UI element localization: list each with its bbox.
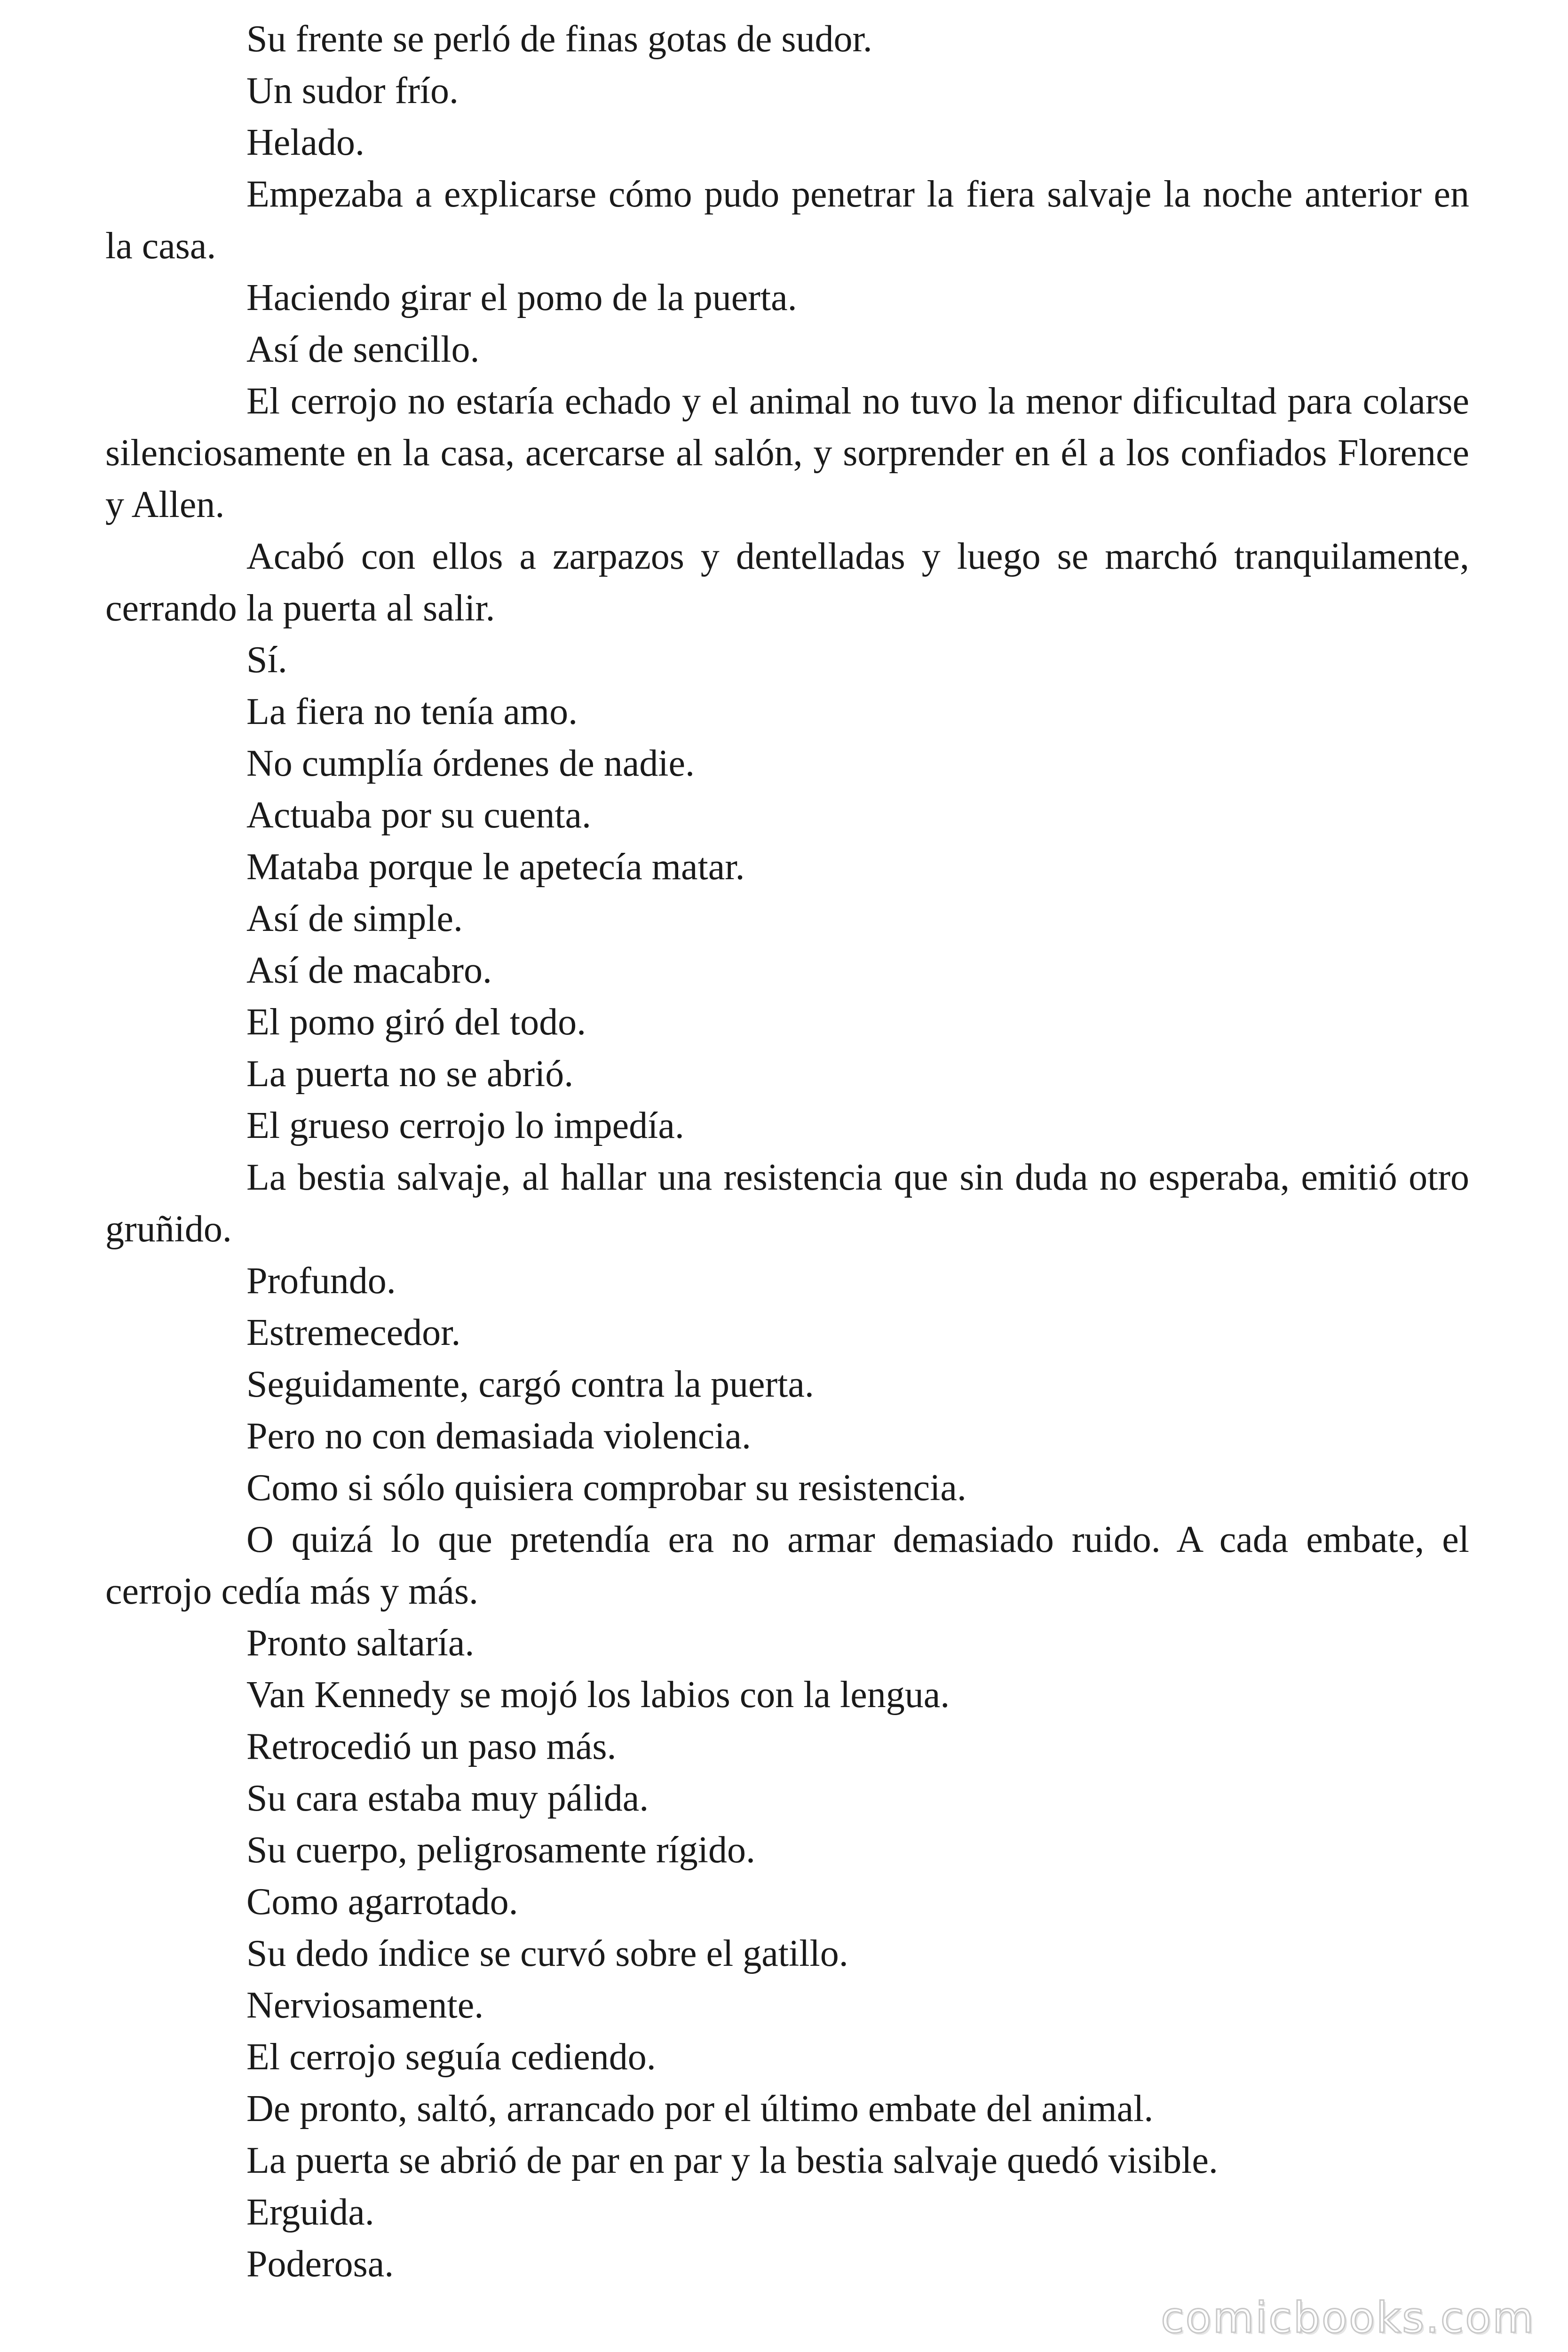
paragraph: De pronto, saltó, arrancado por el último embate del animal. <box>246 2088 1154 2130</box>
paragraph: Pronto saltaría. <box>246 1622 475 1664</box>
paragraph: Así de macabro. <box>246 950 492 991</box>
paragraph: El cerrojo no estaría echado y el animal no tuvo la menor dificultad para colarse silenciosamente en la casa, acercarse al salón, y sorprender en él a los confiados Florence y Allen. <box>105 381 1469 525</box>
paragraph: Acabó con ellos a zarpazos y dentelladas y luego se marchó tranquilamente, cerrando la puerta al salir. <box>105 536 1469 629</box>
paragraph: Poderosa. <box>246 2243 394 2285</box>
paragraph: Pero no con demasiada violencia. <box>246 1415 751 1457</box>
page-body <box>105 13 1469 2290</box>
paragraph: Como si sólo quisiera comprobar su resistencia. <box>246 1467 966 1509</box>
paragraph: Un sudor frío. <box>246 70 459 111</box>
paragraph: El grueso cerrojo lo impedía. <box>246 1105 684 1146</box>
paragraph: La bestia salvaje, al hallar una resistencia que sin duda no esperaba, emitió otro gruñido. <box>105 1157 1469 1250</box>
paragraph: Así de simple. <box>246 898 463 939</box>
watermark: comicbooks.com <box>1161 2293 1535 2343</box>
paragraph: Nerviosamente. <box>246 1985 484 2026</box>
paragraph: El cerrojo seguía cediendo. <box>246 2036 656 2078</box>
paragraph: Erguida. <box>246 2192 374 2233</box>
paragraph: Así de sencillo. <box>246 329 480 370</box>
paragraph: Profundo. <box>246 1260 396 1302</box>
paragraph: Su frente se perló de finas gotas de sudor. <box>246 18 872 60</box>
paragraph: El pomo giró del todo. <box>246 1001 586 1043</box>
paragraph: La puerta se abrió de par en par y la bestia salvaje quedó visible. <box>246 2140 1218 2181</box>
paragraph: Seguidamente, cargó contra la puerta. <box>246 1364 814 1405</box>
paragraph: Empezaba a explicarse cómo pudo penetrar la fiera salvaje la noche anterior en la casa. <box>105 174 1469 267</box>
paragraph: Actuaba por su cuenta. <box>246 795 592 836</box>
paragraph: Su cuerpo, peligrosamente rígido. <box>246 1829 755 1871</box>
paragraph: Retrocedió un paso más. <box>246 1726 617 1767</box>
paragraph: No cumplía órdenes de nadie. <box>246 743 695 784</box>
paragraph: Sí. <box>246 639 287 681</box>
paragraph: Haciendo girar el pomo de la puerta. <box>246 277 797 318</box>
paragraph: Helado. <box>246 122 365 163</box>
paragraph: Van Kennedy se mojó los labios con la lengua. <box>246 1674 950 1716</box>
paragraph: La puerta no se abrió. <box>246 1053 574 1095</box>
paragraph: Su cara estaba muy pálida. <box>246 1778 649 1819</box>
paragraph: Estremecedor. <box>246 1312 461 1353</box>
paragraph: Mataba porque le apetecía matar. <box>246 846 745 888</box>
paragraph: La fiera no tenía amo. <box>246 691 578 732</box>
paragraph: Como agarrotado. <box>246 1881 518 1923</box>
paragraph: O quizá lo que pretendía era no armar demasiado ruido. A cada embate, el cerrojo cedía más y más. <box>105 1519 1469 1612</box>
paragraph: Su dedo índice se curvó sobre el gatillo. <box>246 1933 848 1974</box>
